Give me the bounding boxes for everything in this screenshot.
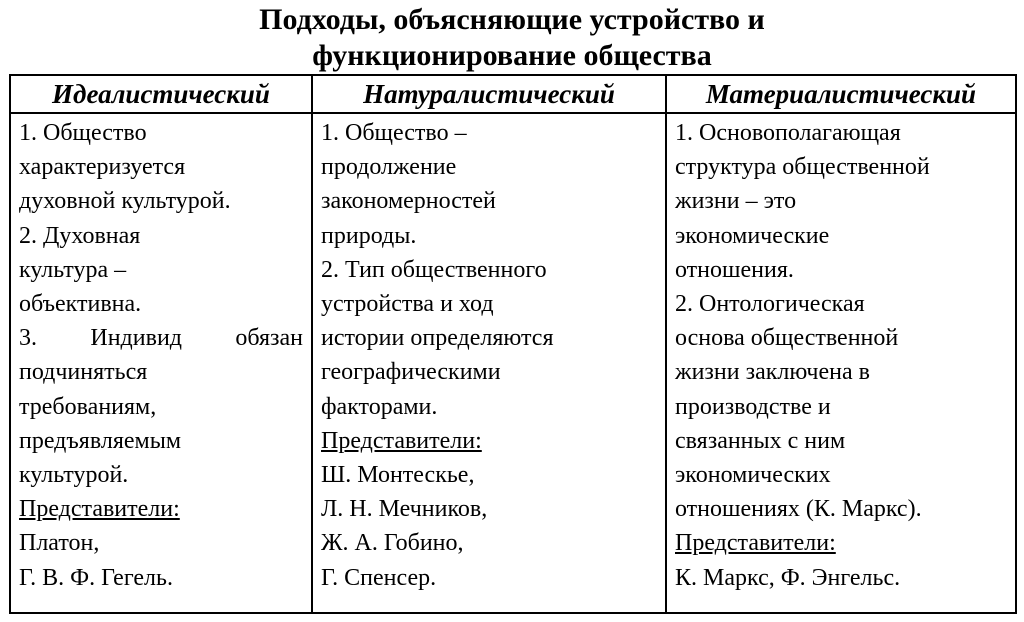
title-line-1: Подходы, объясняющие устройство и (259, 3, 765, 36)
table-header-row (10, 75, 1016, 113)
text-line: производстве и (675, 393, 831, 420)
text-line: географическими (321, 359, 501, 386)
text-line: объективна. (19, 291, 142, 318)
text-line: отношениях (К. Маркс). (675, 496, 922, 523)
cell-naturalistic (312, 113, 666, 613)
cell-materialistic (666, 113, 1016, 613)
cell-idealistic (10, 113, 312, 613)
approaches-table (9, 74, 1017, 614)
text-line: 2. Тип общественного (321, 256, 547, 283)
text-line: 1. Общество (19, 120, 147, 146)
representatives-label: Представители: (321, 427, 482, 454)
text-line: 2. Онтологическая (675, 291, 865, 318)
text-line: жизни заключена в (675, 359, 870, 386)
text-line: устройства и ход (321, 291, 494, 318)
table-body-row (10, 113, 1016, 613)
text-line: закономерностей (321, 188, 496, 215)
text-line: духовной культурой. (19, 188, 231, 215)
text-line: основа общественной (675, 325, 899, 352)
title-line-2: функционирование общества (312, 39, 712, 72)
text-line: истории определяются (321, 325, 554, 352)
text-line: отношения. (675, 256, 794, 283)
representative-name: К. Маркс, Ф. Энгельс. (675, 564, 901, 591)
text-line: требованиям, (19, 393, 157, 420)
text-line: экономических (675, 462, 831, 489)
representative-name: Ж. А. Гобино, (321, 530, 464, 557)
text-line: характеризуется (19, 154, 186, 181)
header-idealistic: Идеалистический (10, 75, 312, 113)
document-title (0, 2, 1024, 74)
text-line: культурой. (19, 462, 129, 489)
header-materialistic: Материалистический (666, 75, 1016, 113)
text-line: 2. Духовная (19, 222, 141, 249)
text-line: подчиняться (19, 359, 148, 386)
text-line: экономические (675, 222, 830, 249)
text-line: предъявляемым (19, 427, 182, 454)
text-line: жизни – это (675, 188, 797, 215)
representative-name: Г. Спенсер. (321, 564, 437, 591)
representatives-label: Представители: (19, 496, 180, 523)
representatives-label: Представители: (675, 530, 836, 557)
text-line: структура общественной (675, 154, 930, 181)
text-line: 3. Индивид обязан (19, 325, 303, 352)
text-line: факторами. (321, 393, 438, 420)
text-line: продолжение (321, 154, 457, 181)
text-line: 1. Общество – (321, 120, 467, 146)
header-naturalistic: Натуралистический (312, 75, 666, 113)
text-line: культура – (19, 256, 127, 283)
representative-name: Платон, (19, 530, 100, 557)
text-line: 1. Основополагающая (675, 120, 901, 146)
representative-name: Л. Н. Мечников, (321, 496, 488, 523)
representative-name: Ш. Монтескье, (321, 462, 475, 489)
text-line: связанных с ним (675, 427, 846, 454)
text-line: природы. (321, 222, 417, 249)
representative-name: Г. В. Ф. Гегель. (19, 564, 173, 591)
